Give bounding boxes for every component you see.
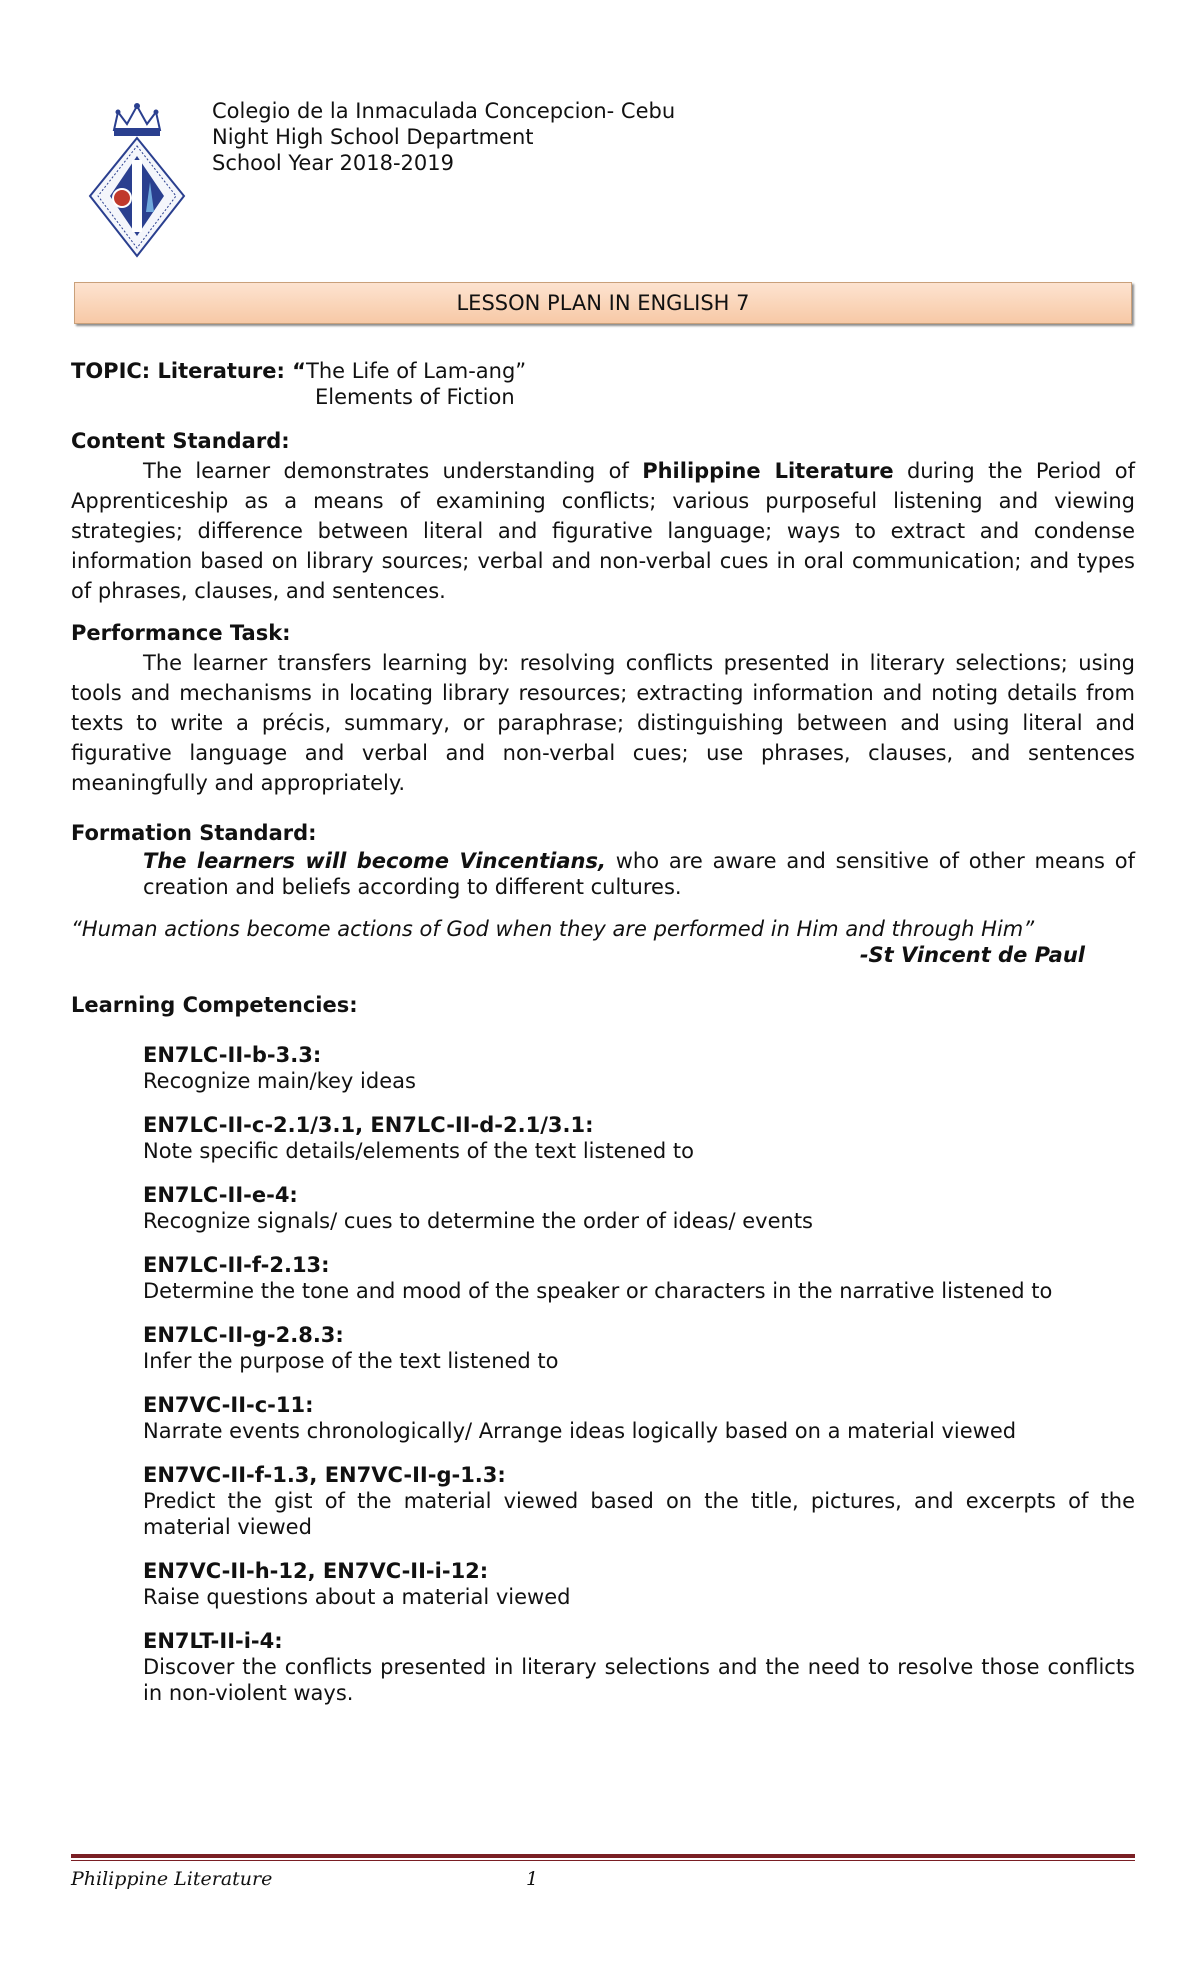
- content-standard-bold: Philippine Literature: [642, 459, 894, 483]
- topic-line: [71, 356, 1135, 386]
- competency-code: EN7LC-II-g-2.8.3:: [143, 1323, 344, 1347]
- school-seal-icon: [84, 100, 190, 260]
- content-standard-heading: Content Standard:: [71, 429, 290, 453]
- footer-rule-thin: [71, 1860, 1135, 1861]
- lesson-plan-banner: LESSON PLAN IN ENGLISH 7: [74, 282, 1132, 324]
- topic-subtitle: Elements of Fiction: [315, 385, 515, 409]
- competency-code: EN7LC-II-e-4:: [143, 1183, 298, 1207]
- quote-author: -St Vincent de Paul: [859, 943, 1085, 967]
- competency-desc: Determine the tone and mood of the speaker or characters in the narrative listened to: [143, 1279, 1053, 1303]
- competency-item: [71, 1462, 1135, 1540]
- competency-desc: Infer the purpose of the text listened to: [143, 1349, 559, 1373]
- content-standard-text-before: The learner demonstrates understanding of: [143, 459, 643, 483]
- formation-standard-text: [71, 848, 1135, 900]
- competency-code: EN7LC-II-b-3.3:: [143, 1043, 322, 1067]
- competency-desc: Discover the conflicts presented in literary selections and the need to resolve those conflicts in non-violent ways.: [143, 1655, 1135, 1705]
- topic-title: The Life of Lam-ang”: [306, 359, 527, 383]
- competency-item: [71, 1392, 1135, 1444]
- school-header: [212, 98, 675, 176]
- learning-competencies-heading: Learning Competencies:: [71, 993, 358, 1017]
- competency-desc: Note specific details/elements of the text listened to: [143, 1139, 694, 1163]
- footer-title: Philippine Literature: [71, 1868, 273, 1890]
- competency-code: EN7LC-II-f-2.13:: [143, 1253, 330, 1277]
- competency-item: [71, 1042, 1135, 1094]
- competency-code: EN7VC-II-h-12, EN7VC-II-i-12:: [143, 1559, 489, 1583]
- competency-item: [71, 1182, 1135, 1234]
- page-number: 1: [526, 1868, 539, 1890]
- competency-desc: Raise questions about a material viewed: [143, 1585, 571, 1609]
- formation-standard-rest: who are aware and sensitive of other means of creation and beliefs according to different cultures.: [143, 849, 1135, 899]
- competency-item: [71, 1112, 1135, 1164]
- content-standard-text-after: during the Period of Apprenticeship as a means of examining conflicts; various purposeful listening and viewing strategies; difference between literal and figurative language; ways to extract and condense information based on library sources; verbal and non-verbal cues in oral communication; and types of phrases, clauses, and sentences.: [71, 459, 1135, 603]
- performance-task-text: The learner transfers learning by: resolving conflicts presented in literary selections; using tools and mechanisms in locating library resources; extracting information and noting details from texts to write a précis, summary, or paraphrase; distinguishing between and using literal and figurative language and verbal and non-verbal cues; use phrases, clauses, and sentences meaningfully and appropriately.: [71, 651, 1135, 795]
- competency-item: [71, 1628, 1135, 1706]
- competency-desc: Recognize signals/ cues to determine the order of ideas/ events: [143, 1209, 814, 1233]
- competency-desc: Predict the gist of the material viewed based on the title, pictures, and excerpts of the material viewed: [143, 1489, 1135, 1539]
- performance-task-heading: Performance Task:: [71, 621, 291, 645]
- topic-label: TOPIC: Literature: “: [71, 359, 306, 383]
- formation-standard-bold: The learners will become Vincentians,: [143, 849, 606, 873]
- competency-desc: Narrate events chronologically/ Arrange ideas logically based on a material viewed: [143, 1419, 1017, 1443]
- footer-rule-thick: [71, 1854, 1135, 1858]
- competency-code: EN7VC-II-f-1.3, EN7VC-II-g-1.3:: [143, 1463, 506, 1487]
- content-standard-text: [71, 456, 1135, 606]
- competency-code: EN7VC-II-c-11:: [143, 1393, 314, 1417]
- department-name: Night High School Department: [212, 125, 534, 149]
- competency-code: EN7LC-II-c-2.1/3.1, EN7LC-II-d-2.1/3.1:: [143, 1113, 594, 1137]
- quote-text: “Human actions become actions of God when they are performed in Him and through Him”: [71, 917, 1035, 941]
- formation-standard-heading: Formation Standard:: [71, 821, 317, 845]
- competency-item: [71, 1558, 1135, 1610]
- school-name: Colegio de la Inmaculada Concepcion- Cebu: [212, 99, 676, 123]
- competency-code: EN7LT-II-i-4:: [143, 1629, 283, 1653]
- document-body: [71, 356, 1135, 1706]
- competency-item: [71, 1322, 1135, 1374]
- competency-item: [71, 1252, 1135, 1304]
- school-year: School Year 2018-2019: [212, 151, 454, 175]
- competency-desc: Recognize main/key ideas: [143, 1069, 416, 1093]
